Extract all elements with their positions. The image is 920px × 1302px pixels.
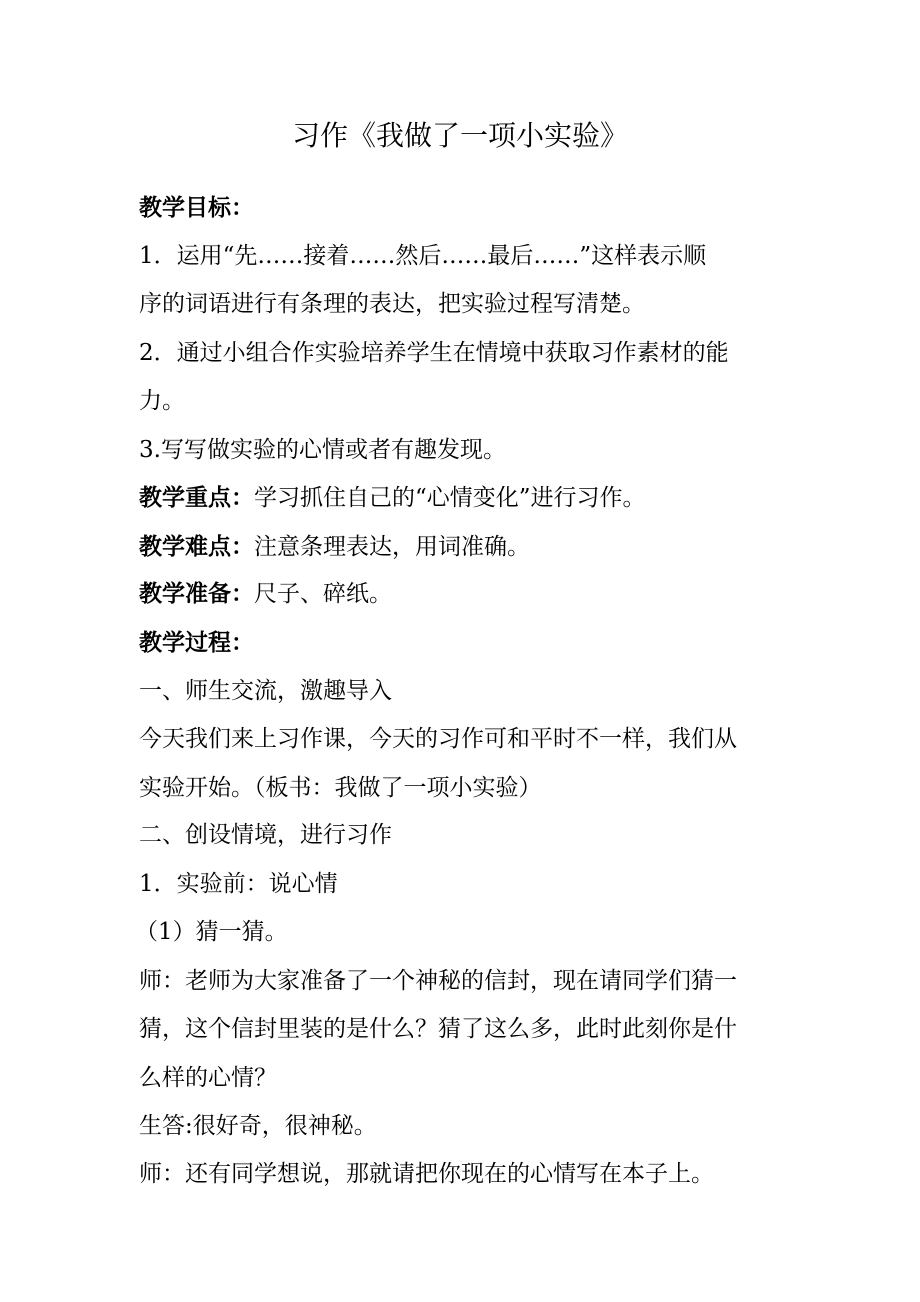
objective-3: 3.写写做实验的心情或者有趣发现。 [139, 437, 506, 463]
key-point-row [139, 482, 646, 514]
teacher-1-line-3: 么样的心情？ [139, 1065, 277, 1091]
objective-1-line-2: 序的词语进行有条理的表达，把实验过程写清楚。 [139, 291, 645, 317]
step-1-subheading: （1）猜一猜。 [135, 919, 288, 945]
difficulty-text: 注意条理表达，用词准确。 [254, 534, 530, 560]
objective-2-line-1: 2．通过小组合作实验培养学生在情境中获取习作素材的能 [139, 340, 729, 366]
objectives-heading: 教学目标： [139, 194, 254, 221]
section-2-heading: 二、创设情境，进行习作 [139, 822, 392, 848]
preparation-row [139, 578, 392, 610]
key-point-label: 教学重点： [139, 484, 254, 511]
key-point-text: 学习抓住自己的“心情变化”进行习作。 [254, 485, 646, 511]
difficulty-row [139, 531, 530, 563]
preparation-text: 尺子、碎纸。 [254, 581, 392, 607]
student-answer: 生答:很好奇，很神秘。 [139, 1113, 377, 1139]
teacher-1-line-2: 猜，这个信封里装的是什么？猜了这么多，此时此刻你是什 [139, 1016, 737, 1042]
objective-1-line-1: 1．运用“先……接着……然后……最后……”这样表示顺 [139, 243, 707, 269]
difficulty-label: 教学难点： [139, 533, 254, 560]
teacher-1-line-1: 师：老师为大家准备了一个神秘的信封，现在请同学们猜一 [139, 968, 737, 994]
objective-2-line-2: 力。 [139, 388, 185, 414]
section-1-paragraph-line-2: 实验开始。（板书：我做了一项小实验） [139, 775, 542, 801]
process-heading: 教学过程： [139, 629, 254, 656]
section-1-heading: 一、师生交流，激趣导入 [139, 678, 392, 704]
document-title: 习作《我做了一项小实验》 [291, 119, 628, 152]
step-1-heading: 1．实验前：说心情 [139, 871, 338, 897]
preparation-label: 教学准备： [139, 580, 254, 607]
teacher-2: 师：还有同学想说，那就请把你现在的心情写在本子上。 [139, 1161, 714, 1187]
section-1-paragraph-line-1: 今天我们来上习作课，今天的习作可和平时不一样，我们从 [139, 726, 737, 752]
